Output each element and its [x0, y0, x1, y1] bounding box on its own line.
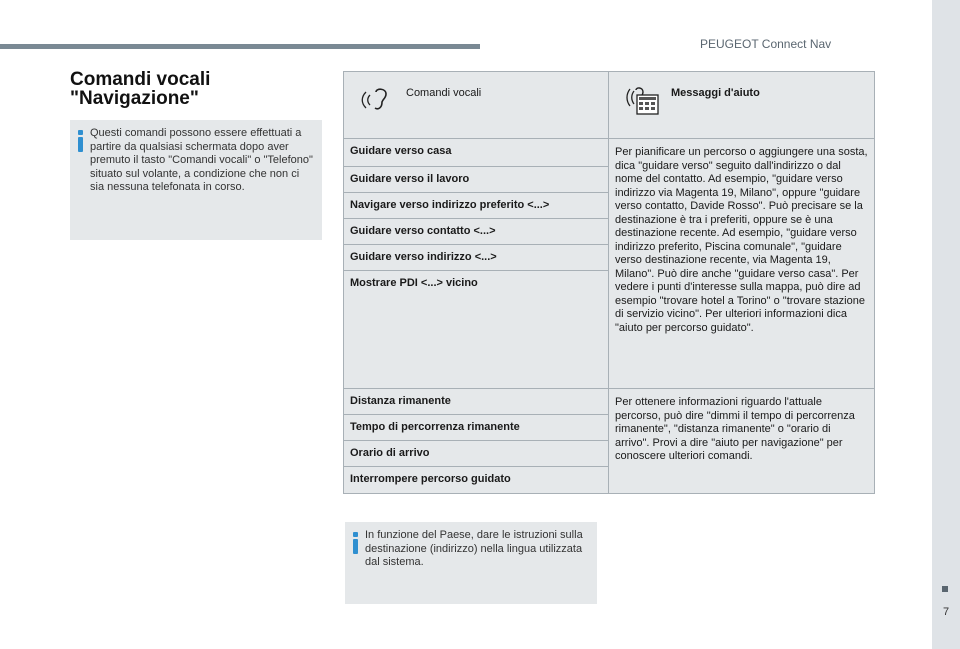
command-cell: Guidare verso contatto <...> — [344, 219, 609, 245]
header-help-label: Messaggi d'aiuto — [671, 87, 760, 99]
section-title: Comandi vocali "Navigazione" — [70, 69, 211, 109]
page-marker — [942, 586, 948, 592]
voice-command-icon — [356, 86, 392, 114]
help-cell: Per pianificare un percorso o aggiungere una sosta, dica "guidare verso" seguito dall'indirizzo o dal nome del contatto. Ad esempio, "guidare verso indirizzo via Magenta 19, Milano", oppure "guidare verso contatto, Davide Rosso". Può precisare se la destinazione è tra i preferiti, oppure se è una destinazione recente. Ad esempio, "guidare verso indirizzo preferito, Piscina comunale", "guidare verso destinazione recente, via Magenta 19, Milano". Può dire anche "guidare verso casa". Per vedere i punti d'interesse sulla mappa, può dire ad esempio "trovare hotel a Torino" o "trovare stazione di servizio vicino". Per ulteriori informazioni dica "aiuto per percorso guidato". — [609, 139, 875, 389]
header-cell-help — [609, 72, 875, 139]
brand-title: PEUGEOT Connect Nav — [700, 37, 832, 51]
command-cell: Distanza rimanente — [344, 389, 609, 415]
side-strip — [932, 0, 960, 649]
command-cell: Interrompere percorso guidato — [344, 467, 609, 494]
command-cell: Guidare verso il lavoro — [344, 167, 609, 193]
table-header-row — [344, 72, 875, 139]
command-cell: Guidare verso indirizzo <...> — [344, 245, 609, 271]
voice-commands-table — [343, 71, 875, 494]
table-row — [344, 389, 875, 415]
info-box-top — [70, 120, 322, 240]
command-cell: Orario di arrivo — [344, 441, 609, 467]
header-bar — [0, 44, 480, 49]
header-commands-label: Comandi vocali — [406, 87, 482, 99]
command-cell: Tempo di percorrenza rimanente — [344, 415, 609, 441]
voice-help-screen-icon — [621, 86, 661, 116]
table-row — [344, 139, 875, 167]
help-cell: Per ottenere informazioni riguardo l'attuale percorso, può dire "dimmi il tempo di percorrenza rimanente", "distanza rimanente" o "orario di arrivo". Provi a dire "aiuto per navigazione" per conoscere ulteriori comandi. — [609, 389, 875, 494]
command-cell: Guidare verso casa — [344, 139, 609, 167]
info-icon — [78, 130, 83, 152]
info-text: In funzione del Paese, dare le istruzioni sulla destinazione (indirizzo) nella lingua utilizzata dal sistema. — [365, 529, 583, 568]
header-cell-commands — [344, 72, 609, 139]
info-icon — [353, 532, 358, 554]
command-cell: Navigare verso indirizzo preferito <...> — [344, 193, 609, 219]
info-text: Questi comandi possono essere effettuati a partire da qualsiasi schermata dopo aver premuto il tasto "Comandi vocali" o "Telefono" situato sul volante, a condizione che non ci sia nessuna telefonata in corso. — [90, 127, 313, 193]
info-box-bottom — [345, 522, 597, 604]
command-cell: Mostrare PDI <...> vicino — [344, 271, 609, 389]
page-number: 7 — [942, 606, 950, 618]
